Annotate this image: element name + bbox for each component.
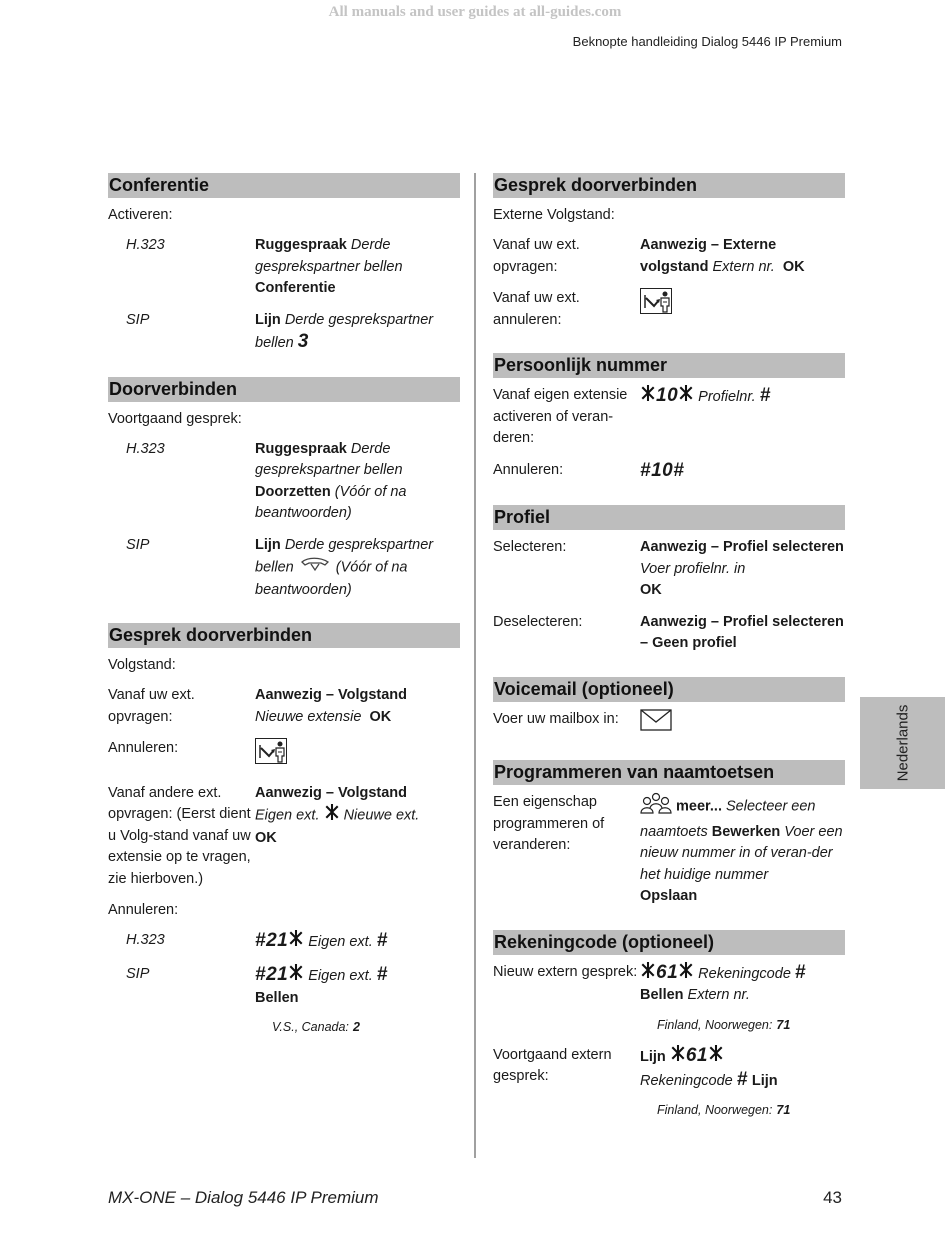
section-title: Profiel [493, 505, 845, 530]
row-value [640, 792, 845, 908]
instruction-row [493, 288, 845, 331]
country-note [108, 1017, 460, 1037]
row-label: Vanaf eigen extensie activeren of veran-deren: [493, 387, 628, 446]
menu-key: Bellen [255, 989, 299, 1006]
row-value [640, 962, 845, 1007]
row-value [255, 738, 460, 773]
row-value [640, 709, 845, 739]
star-key-icon [708, 1045, 724, 1069]
menu-key: Doorzetten [255, 483, 331, 500]
row-label: Selecteren: [493, 539, 567, 555]
menu-key: Aanwezig – Externe volgstand [640, 237, 777, 275]
digit-key: 61 [685, 1044, 708, 1066]
instruction-row [108, 535, 460, 602]
menu-key: OK [640, 582, 662, 598]
transfer-icon [255, 738, 288, 773]
hash-key-icon: # [759, 385, 771, 406]
hash-key-icon: # [736, 1068, 748, 1090]
menu-key: Lijn [751, 1072, 778, 1089]
right-column [493, 173, 845, 1142]
menu-key: OK [255, 829, 277, 846]
country-note-label: V.S., Canada: [272, 1020, 349, 1035]
digit-key: 10 [651, 459, 674, 481]
menu-key: Aanwezig – Profiel selecteren – Geen profiel [640, 613, 844, 651]
instruction-text: Derde gesprekspartner bellen [255, 311, 434, 351]
row-value [255, 783, 460, 891]
row-label: Een eigenschap programmeren of veranderen: [493, 794, 605, 853]
instruction-row [493, 1045, 845, 1092]
menu-key: Opslaan [640, 888, 698, 904]
section-title: Rekeningcode (optioneel) [493, 930, 845, 955]
row-value [255, 685, 460, 728]
instruction-row [493, 235, 845, 278]
row-value [255, 964, 460, 1009]
star-key-icon [670, 1045, 686, 1069]
instruction-text: Rekeningcode [640, 1072, 733, 1089]
menu-key: Ruggespraak [255, 237, 347, 253]
footer-title: MX-ONE – Dialog 5446 IP Premium [108, 1188, 379, 1207]
instruction-text: Rekeningcode [698, 965, 791, 982]
row-label: Voer uw mailbox in: [493, 710, 619, 727]
section-note: Externe Volgstand: [493, 207, 615, 223]
instruction-text: Voer een nieuw nummer in of veran-der het huidige nummer [640, 823, 843, 883]
section-title: Gesprek doorverbinden [108, 623, 460, 648]
section-title: Gesprek doorverbinden [493, 173, 845, 198]
instruction-text: Derde gesprekspartner bellen [255, 536, 434, 576]
instruction-row [108, 439, 460, 525]
hash-key-icon: # [376, 930, 388, 951]
section-note: Activeren: [108, 207, 173, 223]
country-note [493, 1100, 845, 1120]
instruction-row [493, 537, 845, 602]
row-value [255, 439, 460, 525]
instruction-text: Profielnr. [698, 389, 756, 405]
section-note: Volgstand: [108, 657, 176, 673]
instruction-row [493, 792, 845, 908]
left-column [108, 173, 460, 1059]
row-label: Annuleren: [493, 461, 564, 478]
row-label: Vanaf uw ext. opvragen: [493, 237, 580, 275]
instruction-row [108, 235, 460, 300]
star-key-icon [678, 385, 694, 409]
page-number: 43 [823, 1188, 842, 1207]
star-key-icon [288, 964, 304, 988]
menu-key: Aanwezig – Profiel selecteren [640, 539, 844, 555]
menu-key: OK [369, 708, 392, 725]
menu-key: Lijn [640, 1048, 666, 1065]
hash-key-icon: # [255, 930, 267, 951]
transfer-icon [640, 288, 673, 323]
row-label: H.323 [126, 932, 165, 948]
handset-icon [298, 556, 332, 580]
instruction-text: Nieuwe ext. [343, 807, 420, 824]
menu-key: meer... [676, 798, 722, 815]
menu-key: Conferentie [255, 280, 336, 296]
instruction-text: Derde gesprekspartner bellen [255, 440, 403, 478]
row-label: Vanaf andere ext. opvragen: (Eerst dient u Volg-stand vanaf uw extensie op te vragen, zie hierboven.) [108, 784, 251, 887]
menu-key: Lijn [255, 536, 281, 553]
section-persoonlijk-nummer [493, 353, 845, 483]
menu-key: Aanwezig – Volgstand [255, 784, 408, 801]
digit-key: 3 [297, 331, 309, 352]
country-note-value: 2 [352, 1020, 360, 1035]
section-conferentie [108, 173, 460, 355]
section-note: Annuleren: [108, 902, 179, 918]
row-label: Voortgaand extern gesprek: [493, 1046, 612, 1085]
section-title: Conferentie [108, 173, 460, 198]
hash-key-icon: # [255, 963, 267, 985]
section-title: Persoonlijk nummer [493, 353, 845, 378]
row-label: H.323 [126, 440, 165, 457]
instruction-text: Eigen ext. [308, 967, 373, 984]
instruction-row [493, 385, 845, 450]
instruction-text: Eigen ext. [255, 807, 320, 824]
page-header: Beknopte handleiding Dialog 5446 IP Premium [572, 34, 842, 49]
section-gesprek-doorverbinden-right [493, 173, 845, 331]
instruction-row [108, 783, 460, 891]
digit-key: 21 [266, 930, 289, 951]
row-value [640, 612, 845, 655]
row-value [640, 460, 845, 484]
row-label: Vanaf uw ext. opvragen: [108, 687, 195, 725]
instruction-row [108, 685, 460, 728]
row-value [255, 930, 460, 954]
contacts-icon [640, 792, 672, 822]
star-key-icon [678, 962, 694, 986]
column-divider [474, 173, 476, 1158]
instruction-text: Derde gesprekspartner bellen [255, 237, 403, 275]
row-label: SIP [126, 311, 150, 328]
section-programmeren [493, 760, 845, 908]
row-label: Deselecteren: [493, 613, 583, 630]
row-label: Vanaf uw ext. annuleren: [493, 290, 580, 328]
row-value [255, 235, 460, 300]
menu-key: Bellen [640, 987, 684, 1004]
country-note [493, 1015, 845, 1035]
instruction-text: (Vóór of na beantwoorden) [255, 559, 408, 598]
star-key-icon [324, 804, 340, 828]
instruction-text: Voer profielnr. in [640, 560, 746, 577]
row-value [640, 537, 845, 602]
digit-key: 21 [266, 963, 289, 985]
section-title: Voicemail (optioneel) [493, 677, 845, 702]
hash-key-icon: # [673, 459, 685, 481]
section-doorverbinden [108, 377, 460, 602]
instruction-row [108, 310, 460, 355]
section-rekeningcode [493, 930, 845, 1121]
section-title: Programmeren van naamtoetsen [493, 760, 845, 785]
language-tab [860, 697, 945, 789]
instruction-row [493, 709, 845, 739]
instruction-text: Extern nr. [712, 258, 775, 275]
row-value [640, 235, 845, 278]
menu-key: Bewerken [711, 823, 781, 840]
row-label: Nieuw extern gesprek: [493, 963, 638, 980]
instruction-row [493, 460, 845, 484]
hash-key-icon: # [376, 963, 388, 985]
digit-key: 10 [656, 385, 679, 406]
menu-key: Ruggespraak [255, 440, 347, 457]
instruction-row [493, 612, 845, 655]
row-label: SIP [126, 965, 150, 982]
row-value [255, 310, 460, 355]
row-value [640, 1045, 845, 1092]
section-voicemail [493, 677, 845, 739]
row-value [255, 535, 460, 602]
star-key-icon [640, 962, 656, 986]
row-label: H.323 [126, 237, 165, 253]
hash-key-icon: # [640, 459, 652, 481]
section-gesprek-doorverbinden-left [108, 623, 460, 1037]
section-note: Voortgaand gesprek: [108, 410, 242, 427]
instruction-text: Eigen ext. [308, 934, 373, 950]
menu-key: Aanwezig – Volgstand [255, 687, 408, 703]
section-title: Doorverbinden [108, 377, 460, 402]
instruction-row [493, 962, 845, 1007]
country-note-label: Finland, Noorwegen: [657, 1017, 773, 1032]
star-key-icon [640, 385, 656, 409]
country-note-value: 71 [776, 1103, 791, 1118]
instruction-text: Nieuwe extensie [255, 708, 362, 725]
instruction-text: (Vóór of na beantwoorden) [255, 483, 407, 521]
instruction-row [108, 738, 460, 773]
section-profiel [493, 505, 845, 655]
country-note-label: Finland, Noorwegen: [657, 1103, 773, 1118]
instruction-text: Extern nr. [687, 987, 750, 1004]
row-label: Annuleren: [108, 740, 179, 756]
row-value [640, 288, 845, 331]
instruction-row [108, 930, 460, 954]
envelope-icon [640, 709, 672, 739]
row-label: SIP [126, 536, 150, 553]
watermark: All manuals and user guides at all-guides.com [328, 4, 622, 20]
instruction-text: Selecteer een naamtoets [640, 798, 816, 840]
hash-key-icon: # [794, 961, 806, 983]
star-key-icon [288, 930, 304, 954]
language-tab-label: Nederlands [894, 704, 911, 782]
menu-key: Lijn [255, 311, 281, 328]
row-value [640, 385, 845, 450]
instruction-row [108, 964, 460, 1009]
digit-key: 61 [656, 961, 679, 983]
country-note-value: 71 [776, 1017, 791, 1032]
menu-key: OK [782, 258, 805, 275]
